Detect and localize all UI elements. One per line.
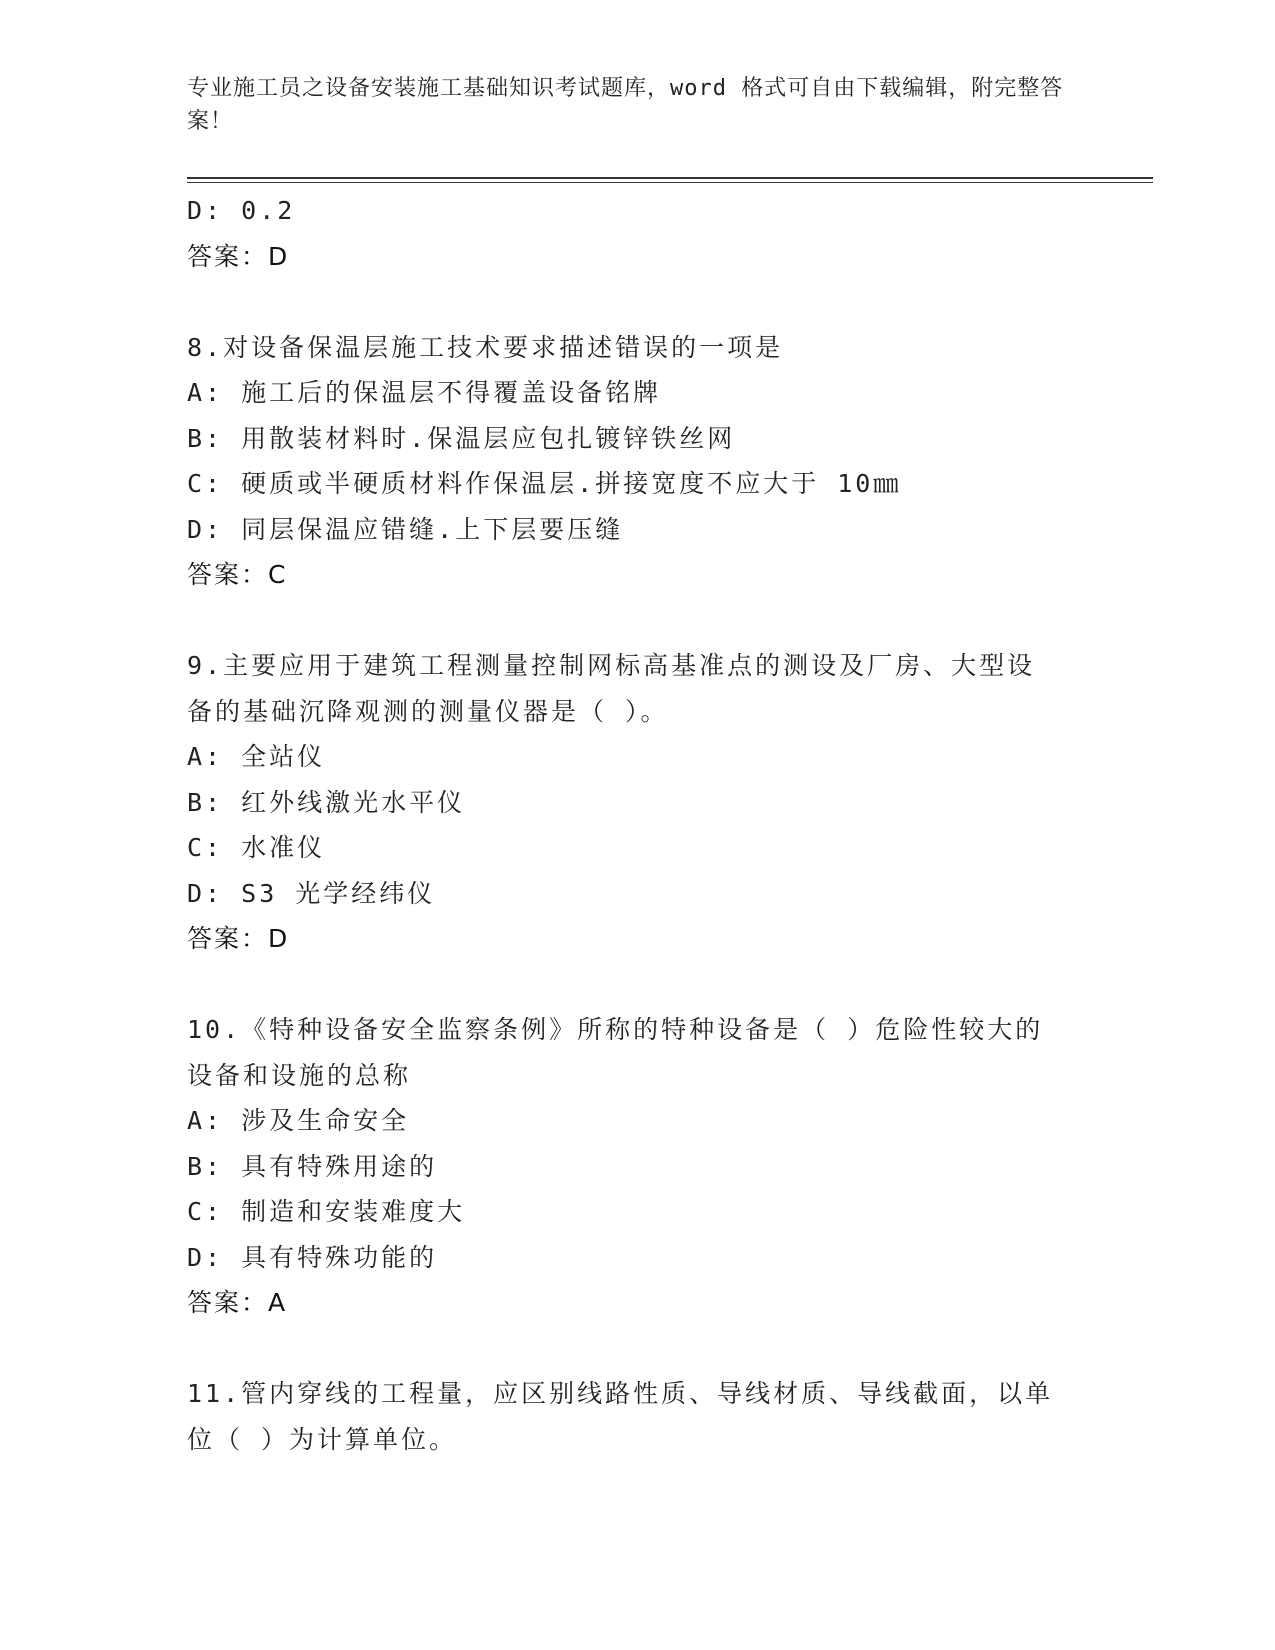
- option-c: C: 硬质或半硬质材料作保温层.拼接宽度不应大于 10㎜: [187, 469, 902, 498]
- option-c: C: 制造和安装难度大: [187, 1197, 466, 1226]
- question-block-9: [187, 643, 1087, 962]
- question-stem-line-1: 10.《特种设备安全监察条例》所称的特种设备是（ ）危险性较大的: [187, 1015, 1044, 1044]
- option-a: A: 施工后的保温层不得覆盖设备铭牌: [187, 378, 662, 407]
- question-stem-line-2: 设备和设施的总称: [187, 1060, 412, 1090]
- option-d: D: S3 光学经纬仪: [187, 878, 436, 908]
- header-divider-thin: [187, 182, 1153, 183]
- document-header: 专业施工员之设备安装施工基础知识考试题库，word 格式可自由下载编辑，附完整答案！: [187, 76, 1064, 134]
- answer-line: 答案：A: [187, 1288, 288, 1317]
- question-block-10: [187, 1007, 1087, 1326]
- question-block-11: [187, 1371, 1087, 1462]
- spacer: [187, 279, 1087, 325]
- question-stem-line-2: 位（ ）为计算单位。: [187, 1424, 458, 1454]
- option-d: D: 0.2: [187, 196, 296, 225]
- question-list: [187, 188, 1087, 1462]
- spacer: [187, 598, 1087, 644]
- question-stem-line-2: 备的基础沉降观测的测量仪器是（ ）。: [187, 696, 669, 726]
- option-d: D: 同层保温应错缝.上下层要压缝: [187, 514, 624, 544]
- option-b: B: 红外线激光水平仪: [187, 787, 466, 817]
- answer-line: 答案：C: [187, 560, 288, 589]
- question-block-prev: [187, 188, 1087, 279]
- header-divider-thick: [187, 177, 1153, 179]
- option-a: A: 涉及生命安全: [187, 1106, 410, 1135]
- question-block-8: [187, 325, 1087, 598]
- option-b: B: 具有特殊用途的: [187, 1151, 438, 1181]
- option-b: B: 用散装材料时.保温层应包扎镀锌铁丝网: [187, 423, 736, 453]
- answer-line: 答案：D: [187, 241, 290, 271]
- option-a: A: 全站仪: [187, 742, 326, 771]
- question-stem-line-1: 11.管内穿线的工程量，应区别线路性质、导线材质、导线截面，以单: [187, 1379, 1054, 1408]
- option-c: C: 水准仪: [187, 833, 326, 862]
- spacer: [187, 1326, 1087, 1372]
- question-stem-line-1: 9.主要应用于建筑工程测量控制网标高基准点的测设及厂房、大型设: [187, 651, 1036, 680]
- spacer: [187, 962, 1087, 1008]
- question-stem: 8.对设备保温层施工技术要求描述错误的一项是: [187, 332, 784, 362]
- option-d: D: 具有特殊功能的: [187, 1242, 438, 1272]
- answer-line: 答案：D: [187, 924, 290, 953]
